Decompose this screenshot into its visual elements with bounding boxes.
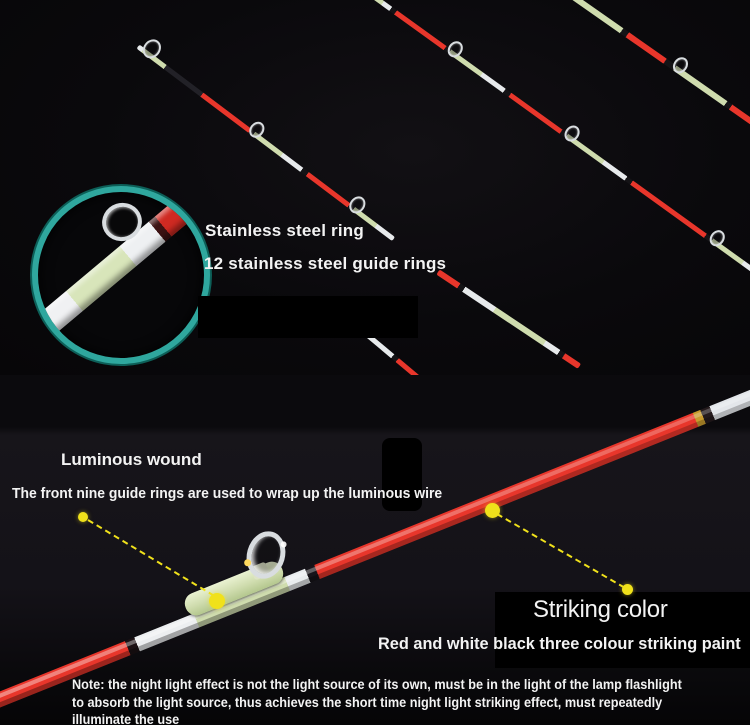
guide-ring-icon [670,54,691,76]
guide-ring-closeup-circle [32,186,210,364]
marker-dot [622,584,633,595]
label-luminous-wound: Luminous wound [61,450,202,469]
label-striking-color: Striking color [533,596,668,623]
label-stainless-steel-ring: Stainless steel ring [205,221,364,240]
marker-dot [209,593,225,609]
guide-ring-icon [246,119,267,141]
guide-ring-icon [346,193,369,216]
blackout-patch [198,296,418,338]
note-line-3: illuminate the use [72,712,180,725]
label-striking-paint: Red and white black three colour striking paint [378,634,741,653]
fishing-rod-tip-3 [550,0,750,131]
marker-dot [78,512,88,522]
fishing-rod-tip-4 [436,270,581,369]
note-line-2: to absorb the light source, thus achieves the short time night light striking effect, must repeatedly [72,694,663,710]
guide-ring-icon [445,38,466,60]
guide-ring-icon [561,123,582,145]
guide-ring-icon [707,227,728,249]
fishing-rod-tip-2 [367,0,750,275]
marker-dot [485,503,500,518]
label-luminous-wire: The front nine guide rings are used to wrap up the luminous wire [12,485,443,502]
night-light-note [72,676,682,725]
label-12-guide-rings: 12 stainless steel guide rings [204,254,447,273]
guide-ring-icon [139,36,165,62]
note-line-1: Note: the night light effect is not the light source of its own, must be in the light of the lamp flashlight [72,677,682,692]
